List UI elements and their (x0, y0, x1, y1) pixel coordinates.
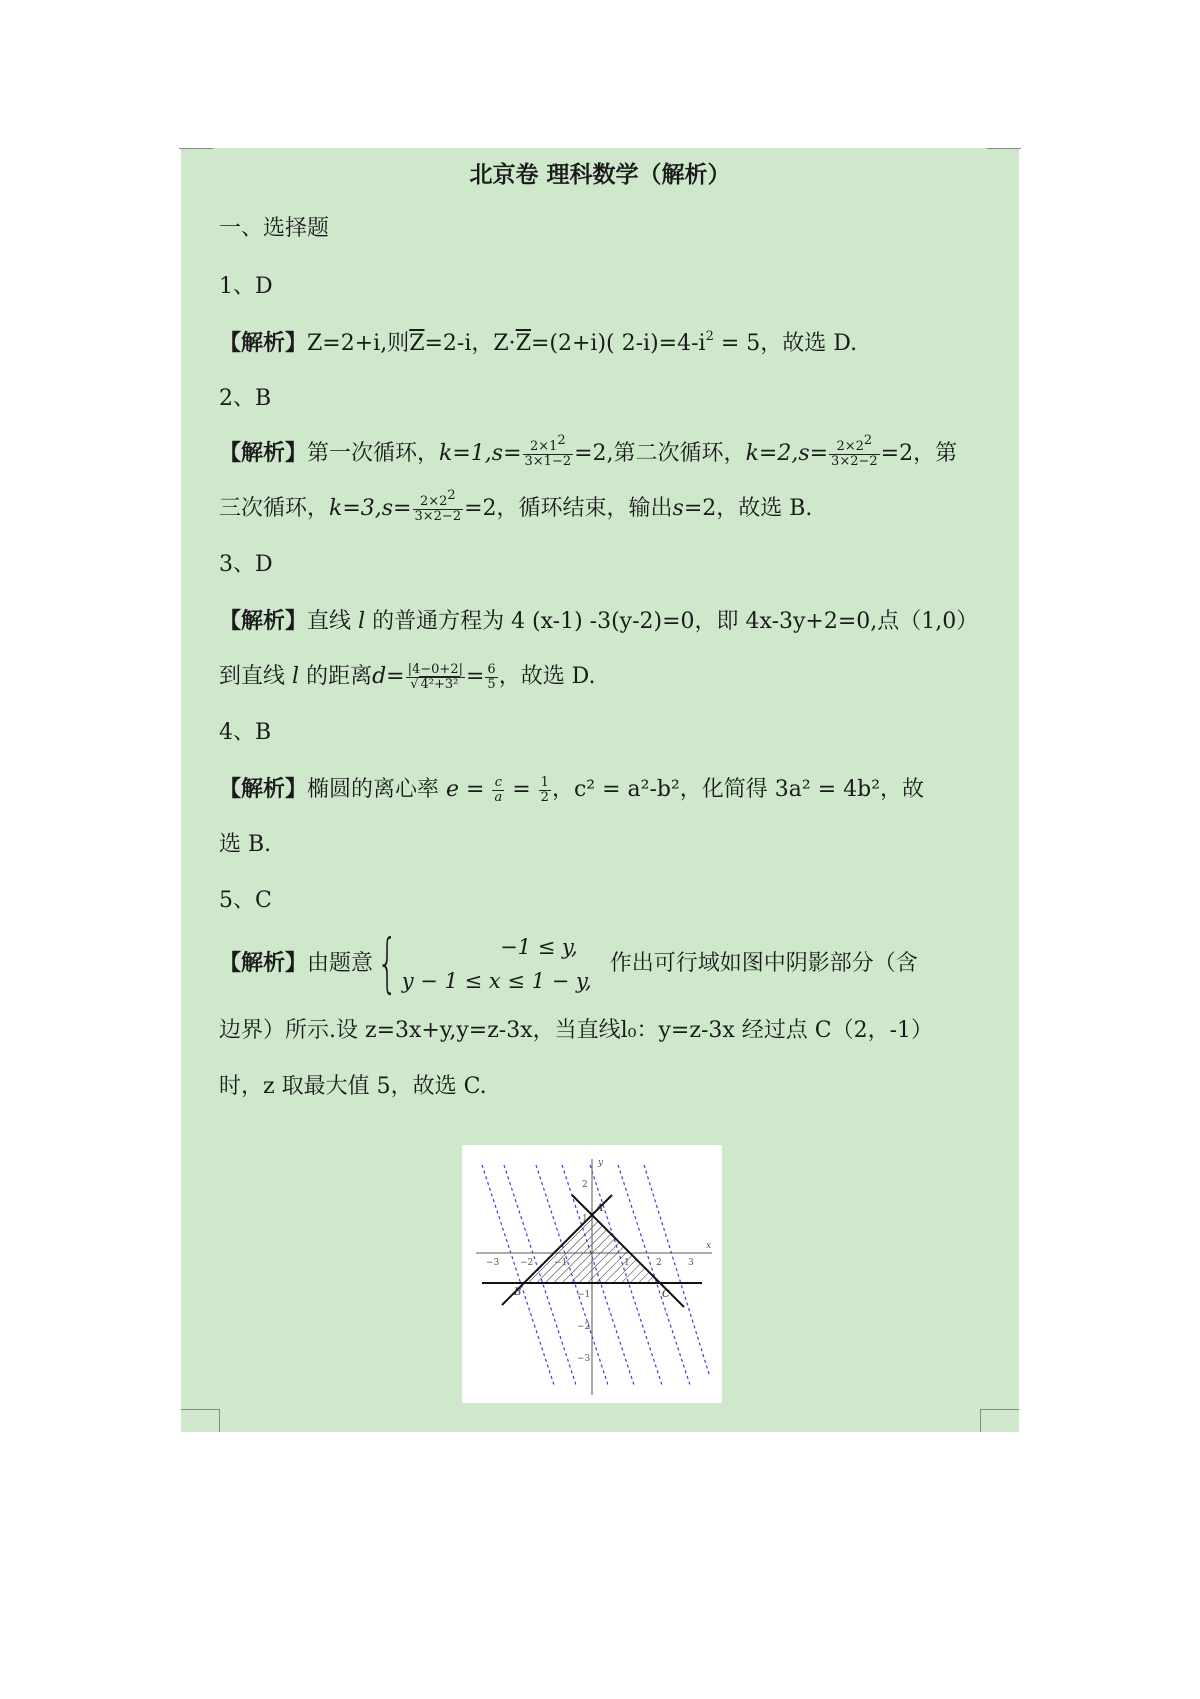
solution-2-line-2 (219, 487, 975, 524)
point-c-label: C (662, 1289, 670, 1300)
denominator: 3×1−2 (524, 453, 572, 469)
answer-2: 2、B (219, 386, 272, 411)
tick-label: −1 (577, 1290, 591, 1300)
text-run: l (292, 664, 300, 689)
solution-tag: 【解析】 (219, 776, 308, 802)
answer-5: 5、C (219, 888, 272, 913)
text-run: 椭圆的离心率 (307, 777, 440, 802)
denominator: 3×2−2 (831, 453, 878, 469)
text-run: = (505, 777, 538, 802)
fraction (485, 663, 497, 692)
text-run: e = (446, 777, 492, 802)
solution-tag: 【解析】 (219, 950, 308, 976)
text-run: 的普通方程为 4 (x-1) -3(y-2)=0，即 4x-3y+2=0,点（1,0） (372, 609, 979, 634)
solution-3-line-2: 到直线 l 的距离d= $\frac{|4-0+2|}{\text{√ 4²+3²}}$ = $\frac{6}{5}$ ，故选 D. (219, 661, 596, 692)
tick-label: −2 (520, 1258, 534, 1268)
inequality-system (402, 930, 592, 998)
solution-5-line-1 (219, 927, 975, 1001)
text-run: 第一次循环， (307, 441, 440, 466)
tick-label: −2 (577, 1322, 591, 1332)
exponent: 2 (447, 487, 456, 503)
text-run: l (358, 609, 366, 634)
text-run: =(2+i)( 2-i)=4-i (530, 331, 706, 356)
conjugate-z: $\overline{Z}$ (409, 331, 425, 356)
solution-5-line-3: 时，z 取最大值 5，故选 C. (219, 1074, 487, 1099)
exponent: 2 (863, 432, 873, 448)
feasible-region-figure (462, 1145, 722, 1403)
solution-tag: 【解析】 (219, 608, 308, 634)
fraction (539, 776, 551, 805)
numerator: 2×2 (836, 438, 864, 454)
x-axis-label: x (706, 1241, 712, 1251)
text-run: d= (372, 664, 405, 689)
exponent: 2 (705, 329, 714, 344)
text-run: ，c² = a²-b²，化简得 3a² = 4b²，故 (551, 777, 925, 802)
solution-1 (219, 328, 975, 359)
text-run: 直线 (307, 609, 352, 634)
answer-4: 4、B (219, 720, 272, 745)
section-heading: 一、选择题 (219, 216, 330, 241)
text-run: =2，第 (880, 441, 958, 466)
text-run: k=2,s= (745, 441, 829, 466)
text-run: 作出可行域如图中阴影部分（含 (609, 951, 918, 976)
tick-label: 3 (688, 1258, 694, 1268)
fraction (492, 776, 504, 805)
corner-mark (980, 1409, 1019, 1432)
numerator: 6 (487, 661, 496, 677)
fraction (523, 432, 574, 469)
text-run: = 5，故选 D. (713, 331, 858, 356)
figure-svg (462, 1145, 722, 1403)
numerator: |4−0+2| (407, 661, 463, 677)
text-run: k=3,s= (329, 496, 412, 521)
corner-mark (181, 1409, 220, 1432)
solution-5-line-2: 边界）所示.设 z=3x+y,y=z-3x，当直线l₀：y=z-3x 经过点 C（2，-1） (219, 1018, 934, 1043)
numerator: 2×1 (529, 438, 558, 454)
fraction (413, 487, 464, 524)
tick-label: −3 (486, 1258, 500, 1268)
text-run: =2,第二次循环， (574, 441, 746, 466)
tick-label: 1 (582, 1214, 588, 1224)
text-run: 到直线 (219, 664, 286, 689)
tick-label: 1 (624, 1258, 630, 1268)
text-run: k=1,s= (439, 441, 522, 466)
text-run: 由题意 (307, 951, 374, 976)
text-run: =2，故选 B. (683, 496, 813, 521)
level-line (644, 1165, 710, 1377)
solution-4-line-1 (219, 774, 975, 805)
tick-label: −3 (577, 1354, 591, 1364)
page-title: 北京卷 理科数学（解析） (469, 161, 731, 188)
solution-tag: 【解析】 (219, 440, 308, 466)
numerator: 2×2 (419, 493, 448, 509)
denominator: 2 (540, 789, 549, 805)
solution-tag: 【解析】 (219, 330, 308, 356)
y-axis-label: y (598, 1158, 604, 1168)
text-run: s (672, 496, 684, 521)
text-run: Z=2+i,则 (307, 331, 410, 356)
fraction: $\frac{|4-0+2|}{\text{√ 4²+3²}}$ (407, 661, 463, 692)
numerator: 1 (540, 774, 549, 790)
tick-label: −1 (554, 1258, 568, 1268)
text-run: =2，循环结束，输出 (464, 496, 673, 521)
text-run: 三次循环， (219, 496, 330, 521)
fraction (829, 432, 880, 469)
text-run: =2-i，Z· (424, 331, 516, 356)
inequality-2: y − 1 ≤ x ≤ 1 − y, (401, 969, 592, 993)
denominator: 5 (487, 676, 496, 692)
point-a-label: A (596, 1203, 604, 1214)
tick-label: 2 (656, 1258, 662, 1268)
system-brace: { (377, 927, 398, 1001)
answer-3: 3、D (219, 552, 273, 577)
tick-label: 2 (582, 1180, 588, 1190)
denominator: a (494, 789, 503, 805)
answer-1: 1、D (219, 274, 273, 299)
point-b-label: B (514, 1287, 522, 1298)
denominator: 4²+3² (420, 676, 459, 692)
solution-2-line-1 (219, 432, 975, 469)
text-run: ，故选 D. (498, 664, 596, 689)
inequality-1: −1 ≤ y, (500, 935, 578, 959)
denominator: 3×2−2 (414, 508, 462, 524)
text-run: 的距离 (306, 664, 373, 689)
numerator: c (492, 776, 504, 791)
solution-4-line-2: 选 B. (219, 832, 272, 857)
conjugate-z: $\overline{Z}$ (515, 331, 531, 356)
exponent: 2 (557, 432, 566, 448)
solution-3-line-1 (219, 606, 979, 637)
